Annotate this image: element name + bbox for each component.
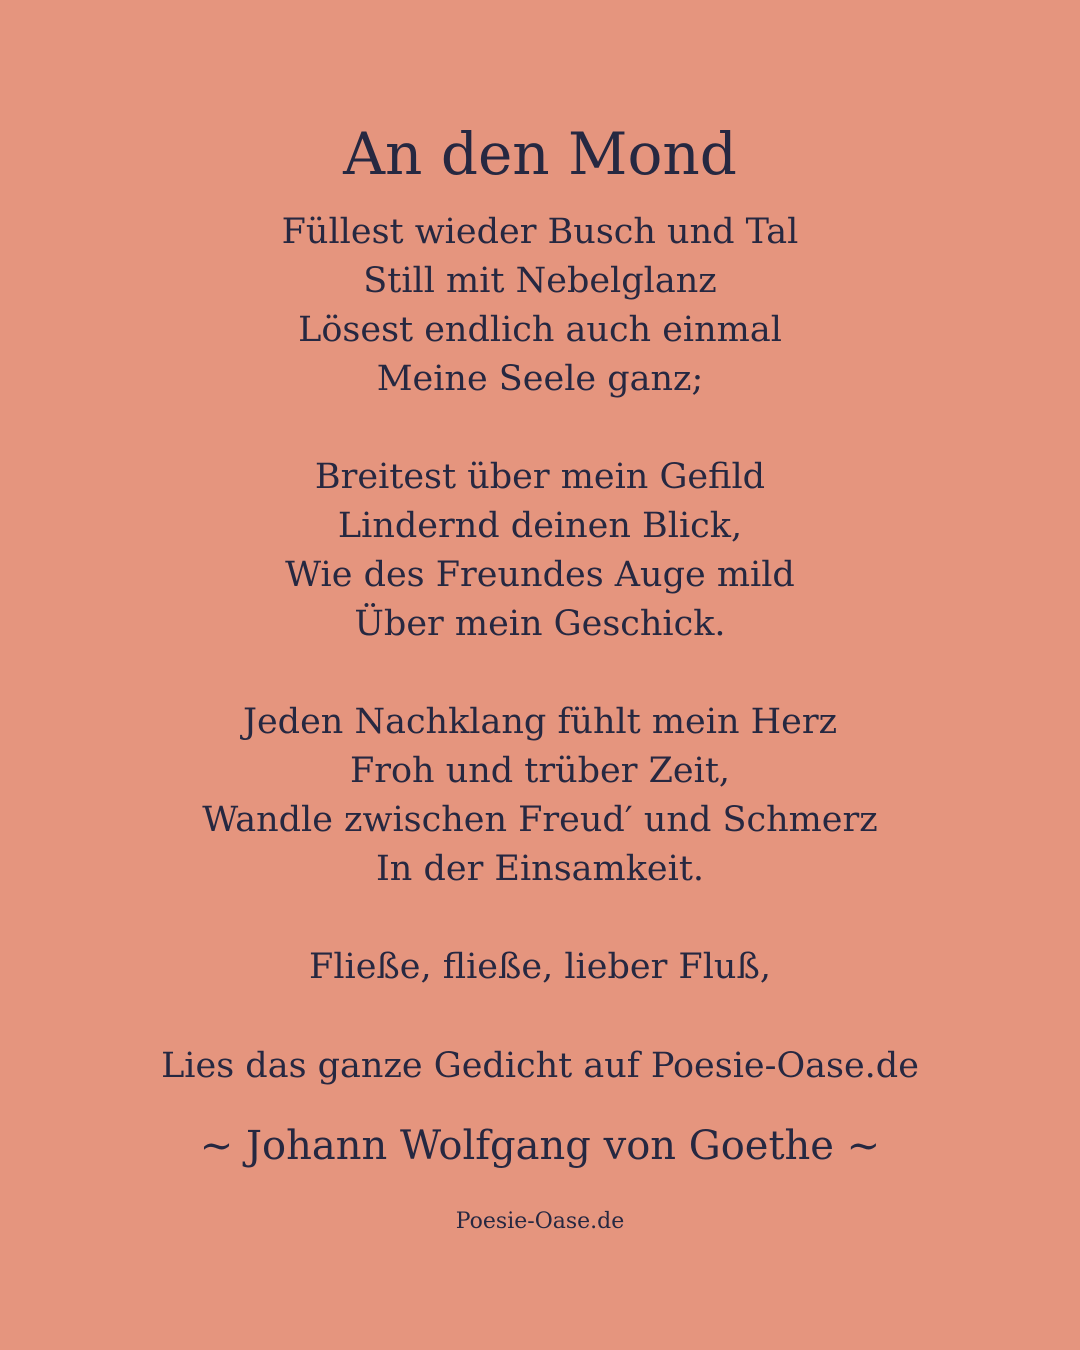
poem-title: An den Mond bbox=[343, 120, 737, 188]
stanza-1 bbox=[0, 208, 1080, 404]
poem-line: Meine Seele ganz; bbox=[376, 359, 704, 399]
poem-line: Über mein Geschick. bbox=[354, 604, 726, 644]
poem-line: Wie des Freundes Auge mild bbox=[285, 555, 795, 595]
poem-line: Froh und trüber Zeit, bbox=[349, 751, 731, 791]
poem-line: Lindernd deinen Blick, bbox=[337, 506, 743, 546]
poem-line: In der Einsamkeit. bbox=[375, 849, 705, 889]
read-full-poem-text: Lies das ganze Gedicht auf Poesie-Oase.de bbox=[161, 1046, 919, 1086]
poem-line: Füllest wieder Busch und Tal bbox=[281, 212, 799, 252]
site-watermark: Poesie-Oase.de bbox=[455, 1209, 625, 1234]
poem-line: Jeden Nachklang fühlt mein Herz bbox=[242, 702, 838, 742]
poem-line: Wandle zwischen Freud′ und Schmerz bbox=[202, 800, 878, 840]
author-name: ~ Johann Wolfgang von Goethe ~ bbox=[199, 1123, 881, 1169]
poem-line: Lösest endlich auch einmal bbox=[298, 310, 782, 350]
stanza-3 bbox=[0, 698, 1080, 894]
stanza-4 bbox=[0, 943, 1080, 992]
poem-line: Fließe, fließe, lieber Fluß, bbox=[309, 947, 771, 987]
poem-line: Still mit Nebelglanz bbox=[363, 261, 717, 301]
poem-line: Breitest über mein Gefild bbox=[314, 457, 766, 497]
stanza-2 bbox=[0, 453, 1080, 649]
poem-body bbox=[0, 208, 1080, 1041]
